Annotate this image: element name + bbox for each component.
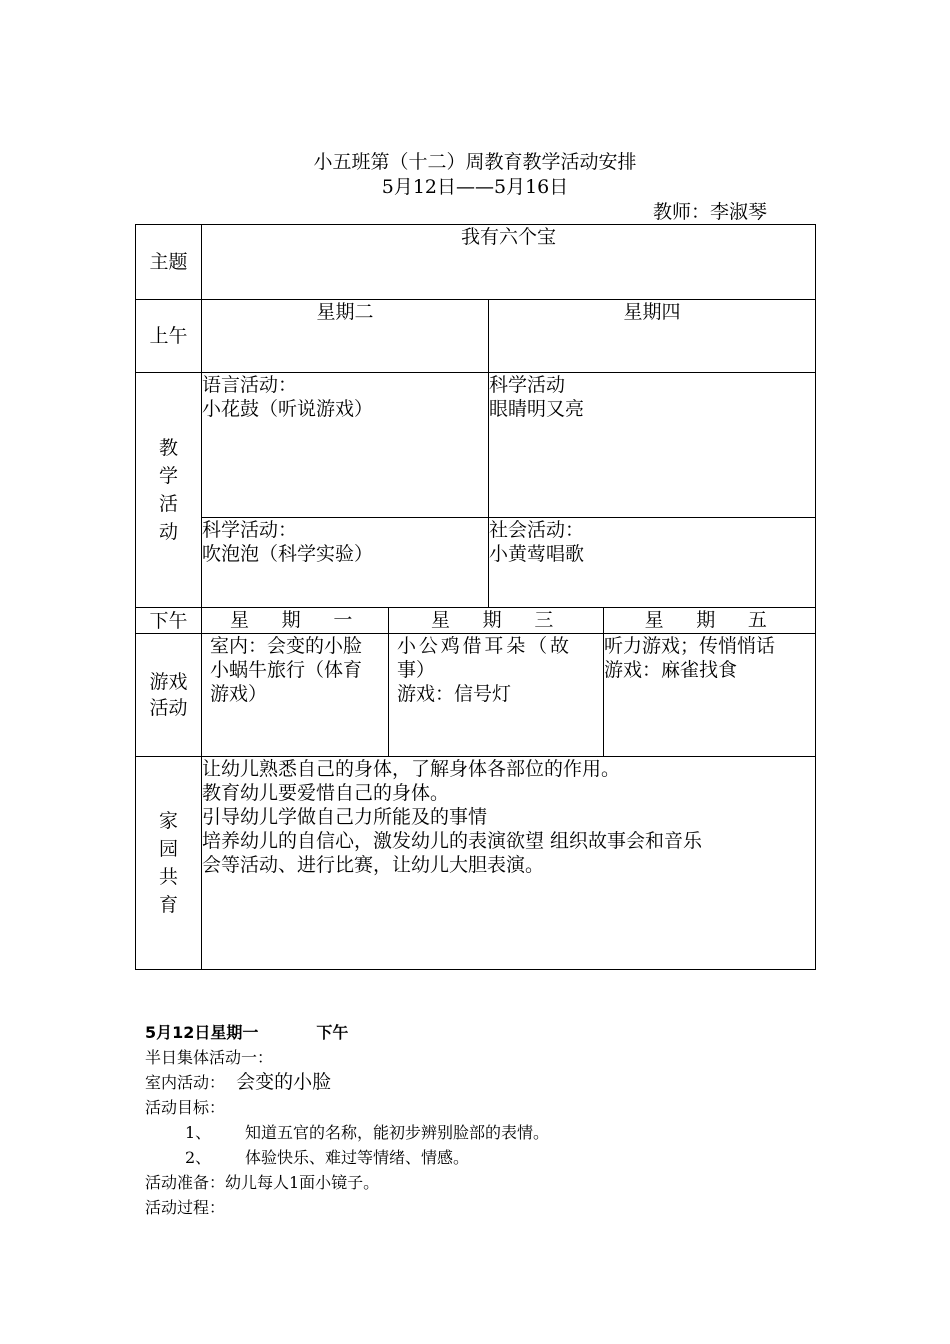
home-content (202, 757, 816, 970)
goal-number: 1、 (185, 1123, 212, 1142)
afternoon-day-mon: 星 期 一 (202, 608, 389, 634)
home-line-1: 让幼儿熟悉自己的身体，了解身体各部位的作用。 (202, 758, 621, 780)
game-row (136, 634, 816, 757)
home-row (136, 757, 816, 970)
teaching-tue-2-type: 科学活动： (202, 519, 298, 541)
goals-label: 活动目标： (145, 1098, 226, 1117)
afternoon-row (136, 608, 816, 634)
game-fri-line-2: 游戏：麻雀找食 (604, 659, 738, 681)
morning-day-tue: 星期二 (202, 300, 489, 373)
process-label: 活动过程： (145, 1198, 226, 1217)
teaching-tue-1 (202, 373, 489, 518)
home-line-4: 培养幼儿的自信心，激发幼儿的表演欲望 组织故事会和音乐 (202, 830, 703, 852)
morning-row (136, 300, 816, 373)
afternoon-day-fri: 星 期 五 (604, 608, 816, 634)
goal-number: 2、 (185, 1148, 212, 1167)
game-fri (604, 634, 816, 757)
theme-row (136, 225, 816, 300)
afternoon-day-wed: 星 期 三 (389, 608, 604, 634)
teaching-label-text: 教学活动 (159, 437, 179, 543)
teaching-label (136, 373, 202, 608)
goal-item (145, 1120, 549, 1145)
game-wed-line-3: 游戏：信号灯 (397, 683, 512, 705)
lesson-heading (145, 1020, 549, 1045)
teaching-tue-1-type: 语言活动： (202, 374, 298, 396)
game-mon-line-2: 小蜗牛旅行（体育 (210, 659, 363, 681)
teaching-tue-2 (202, 518, 489, 608)
schedule-table (135, 224, 816, 970)
lesson-plan (145, 1020, 549, 1220)
goal-item (145, 1145, 549, 1170)
theme-label: 主题 (136, 225, 202, 300)
home-line-3: 引导幼儿学做自己力所能及的事情 (202, 806, 488, 828)
teaching-thu-1-type: 科学活动 (489, 374, 566, 396)
game-label (136, 634, 202, 757)
preparation: 活动准备：幼儿每人1面小镜子。 (145, 1173, 380, 1192)
teaching-row-1 (136, 373, 816, 518)
goal-text: 知道五官的名称，能初步辨别脸部的表情。 (245, 1123, 550, 1142)
game-label-text: 游戏活动 (149, 671, 188, 719)
activity-label: 半日集体活动一： (145, 1048, 274, 1067)
home-line-2: 教育幼儿要爱惜自己的身体。 (202, 782, 450, 804)
indoor-label: 室内活动： (145, 1073, 226, 1092)
teaching-thu-1 (489, 373, 816, 518)
game-wed-line-1: 小公鸡借耳朵（故 (397, 635, 572, 657)
game-mon (202, 634, 389, 757)
goal-text: 体验快乐、难过等情绪、情感。 (245, 1148, 470, 1167)
teaching-thu-2-type: 社会活动： (489, 519, 585, 541)
afternoon-label: 下午 (136, 608, 202, 634)
home-label (136, 757, 202, 970)
indoor-activity (145, 1070, 549, 1095)
teaching-thu-2 (489, 518, 816, 608)
lesson-period: 下午 (316, 1023, 349, 1042)
teaching-tue-1-name: 小花鼓（听说游戏） (202, 398, 374, 420)
page-title: 小五班第（十二）周教育教学活动安排 (313, 151, 637, 173)
game-mon-line-1: 室内：会变的小脸 (210, 635, 363, 657)
teaching-thu-1-name: 眼睛明又亮 (489, 398, 585, 420)
home-label-text: 家园共育 (159, 810, 179, 916)
morning-day-thu: 星期四 (489, 300, 816, 373)
game-mon-line-3: 游戏） (210, 683, 268, 705)
morning-label: 上午 (136, 300, 202, 373)
game-wed (389, 634, 604, 757)
teacher-name: 教师：李淑琴 (652, 201, 767, 223)
home-line-5: 会等活动、进行比赛，让幼儿大胆表演。 (202, 854, 545, 876)
date-range: 5月12日——5月16日 (381, 176, 569, 198)
game-wed-line-2: 事） (397, 659, 436, 681)
theme-value: 我有六个宝 (202, 225, 816, 300)
game-fri-line-1: 听力游戏；传悄悄话 (604, 635, 776, 657)
lesson-date: 5月12日星期一 (145, 1023, 259, 1042)
teaching-row-2 (136, 518, 816, 608)
teaching-tue-2-name: 吹泡泡（科学实验） (202, 543, 374, 565)
indoor-name: 会变的小脸 (236, 1071, 332, 1093)
teaching-thu-2-name: 小黄莺唱歌 (489, 543, 585, 565)
